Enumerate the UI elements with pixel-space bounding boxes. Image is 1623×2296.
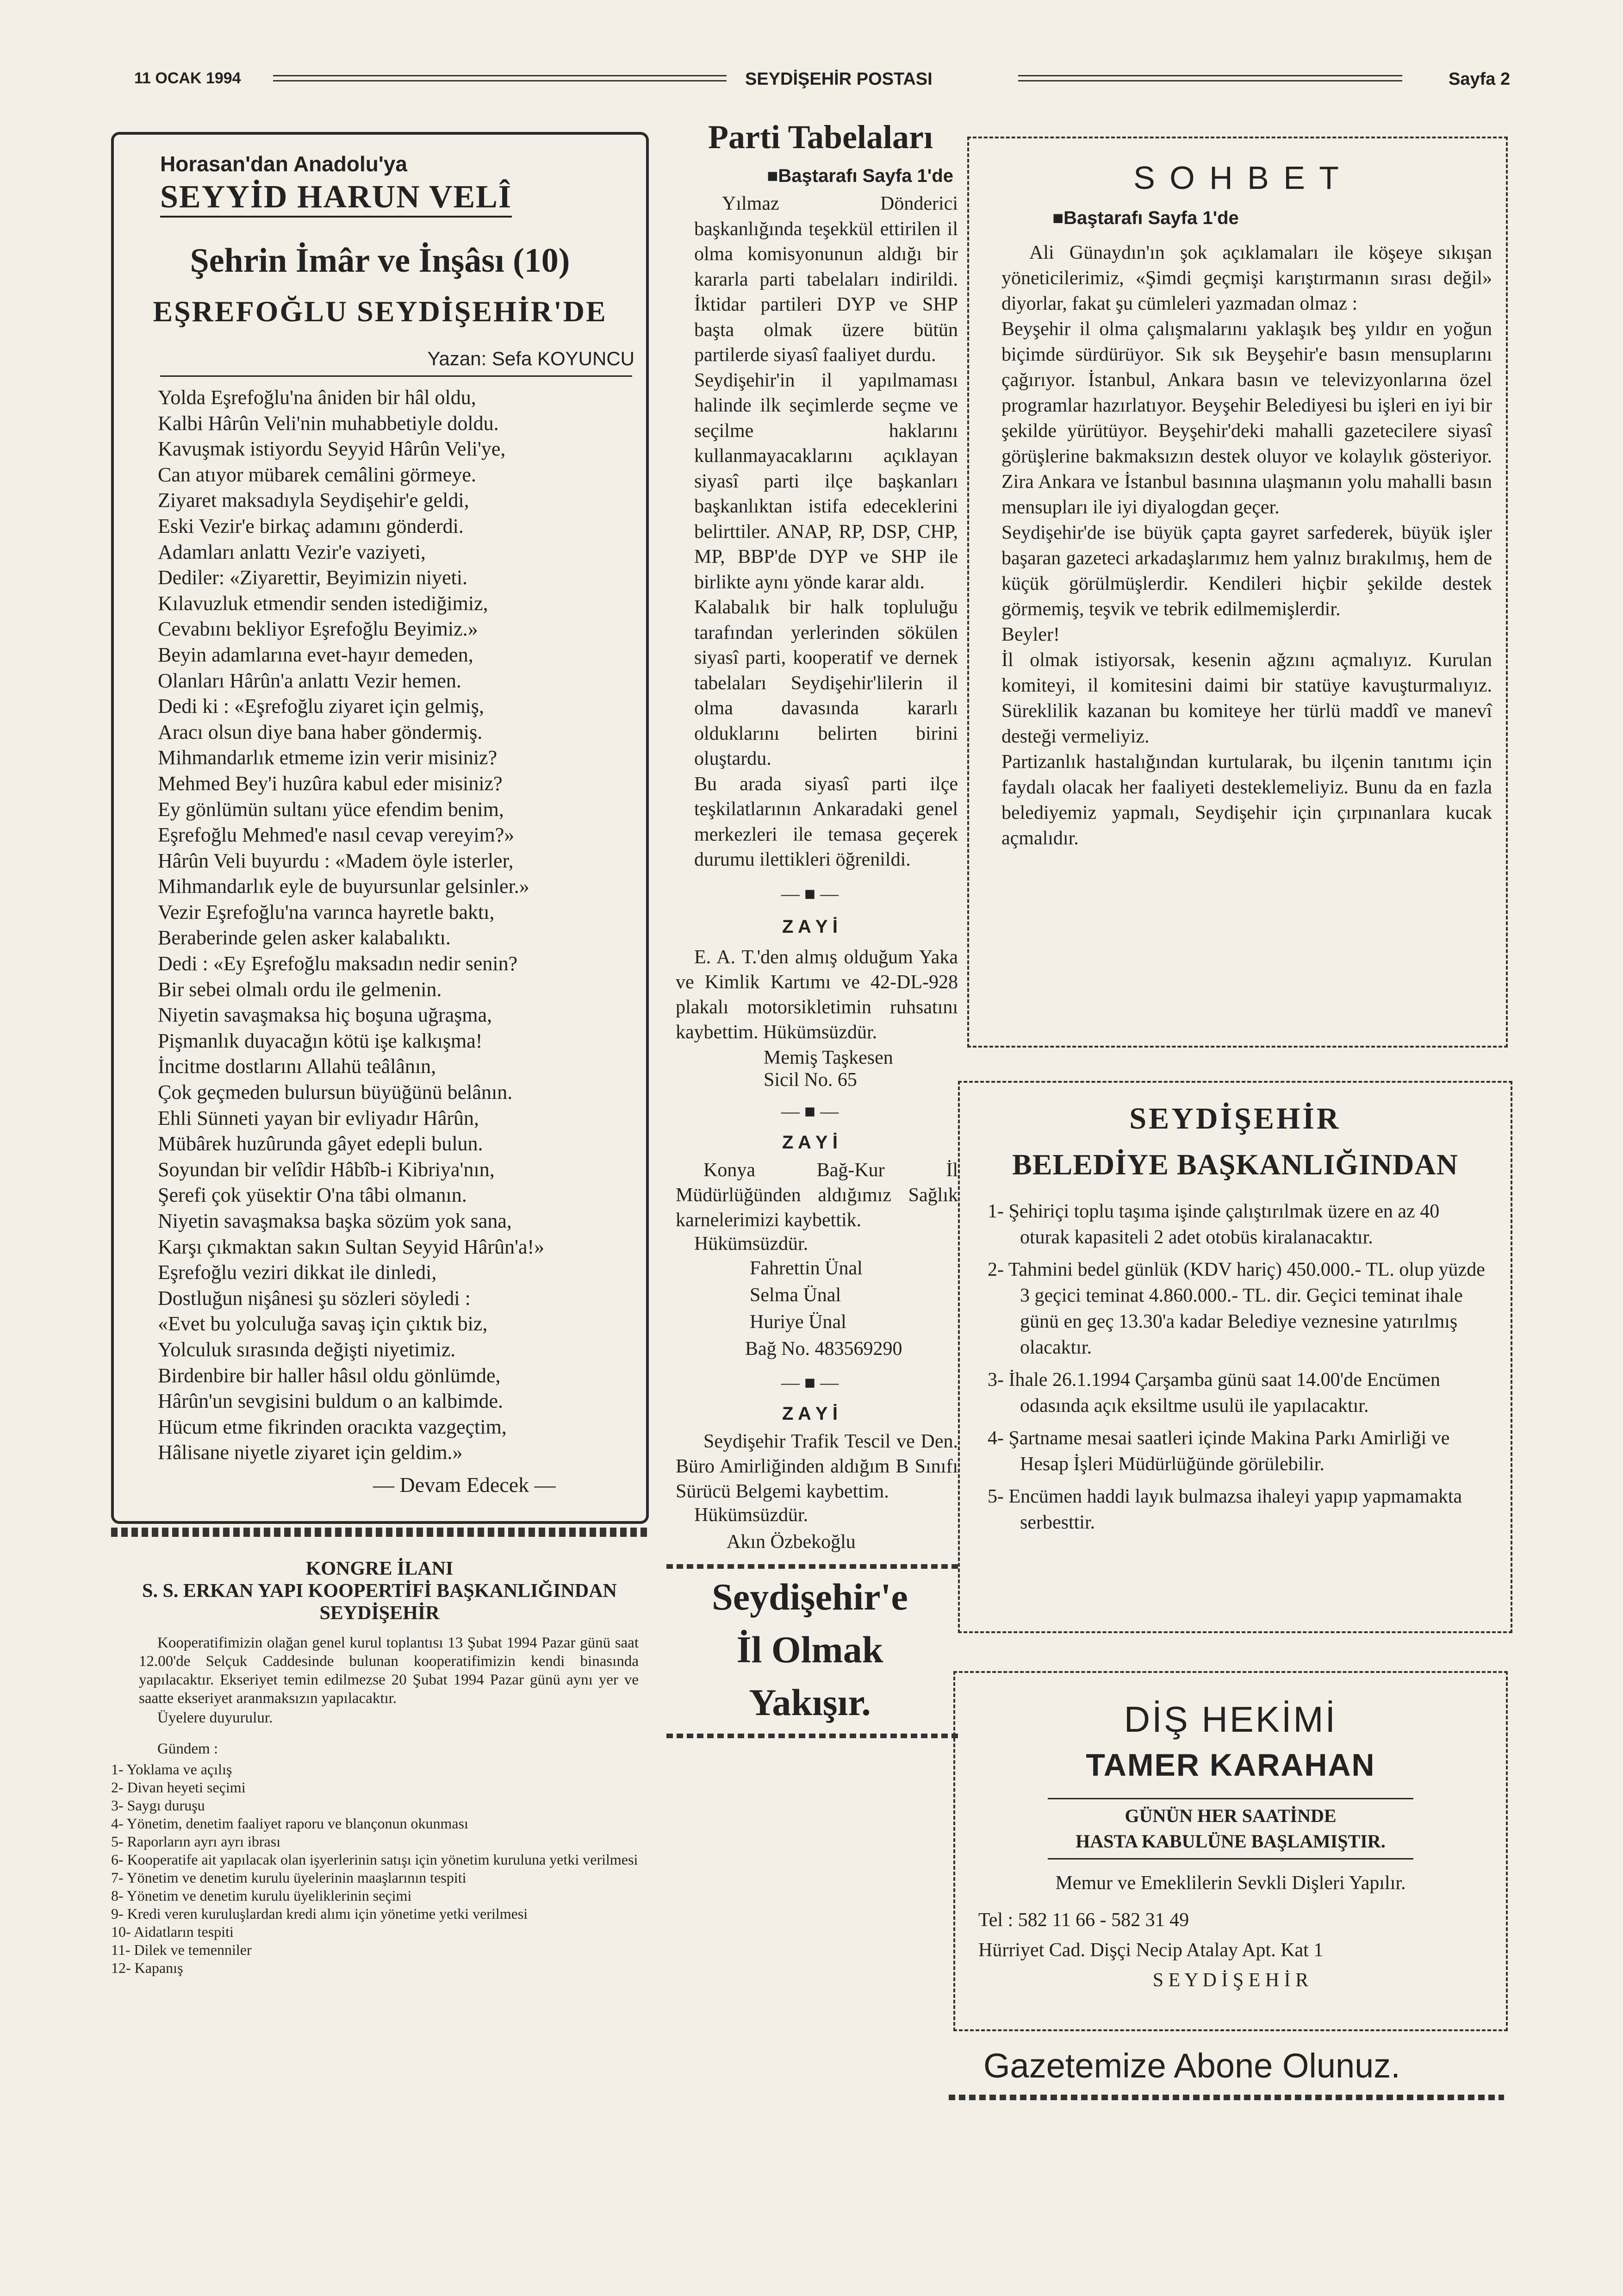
dis-line1: GÜNÜN HER SAATİNDE <box>1125 1805 1337 1826</box>
zayi2-name: Fahrettin Ünal <box>750 1257 863 1279</box>
agenda-item: 11- Dilek ve temenniler <box>111 1941 252 1958</box>
serial-kicker: Horasan'dan Anadolu'ya <box>160 152 407 176</box>
agenda-item: 7- Yönetim ve denetim kurulu üyelerinin maaşlarının tespiti <box>111 1869 466 1886</box>
kongre-top-border <box>111 1528 648 1537</box>
zayi2-name: Selma Ünal <box>750 1284 841 1306</box>
zayi1-sicil: Sicil No. 65 <box>764 1069 857 1091</box>
masthead-paper-name: SEYDİŞEHİR POSTASI <box>745 69 933 89</box>
dis-line3: Memur ve Emeklilerin Sevkli Dişleri Yapılır. <box>1055 1872 1406 1894</box>
belediye-title2: BELEDİYE BAŞKANLIĞINDAN <box>1012 1148 1458 1181</box>
belediye-item: 1- Şehiriçi toplu taşıma işinde çalıştırılmak üzere en az 40 oturak kapasiteli 2 adet otobüs kiralanacaktır. <box>988 1201 1440 1248</box>
serial-subtitle: EŞREFOĞLU SEYDİŞEHİR'DE <box>153 295 607 328</box>
zayi3-signer: Akın Özbekoğlu <box>727 1531 856 1553</box>
kongre-title: KONGRE İLANI <box>305 1558 454 1579</box>
agenda-item: 6- Kooperatife ait yapılacak olan işyerlerinin satışı için yönetim kuruluna yetki verilmesi <box>111 1851 638 1868</box>
masthead-date: 11 OCAK 1994 <box>134 69 241 87</box>
agenda-item: 12- Kapanış <box>111 1959 183 1976</box>
zayi1-title: Z A Y İ <box>782 916 838 937</box>
sohbet-box <box>967 137 1508 1048</box>
zayi1-body: E. A. T.'den almış olduğum Yaka ve Kimlik Kartımı ve 42-DL-928 plakalı motorsikletimin ruhsatını kaybettim. Hükümsüzdür. <box>676 946 958 1043</box>
slogan-line: Seydişehir'e <box>712 1575 908 1618</box>
slogan-top-border <box>666 1564 958 1569</box>
kongre-org: S. S. ERKAN YAPI KOOPERTİFİ BAŞKANLIĞINDAN <box>142 1580 617 1602</box>
agenda-item: 9- Kredi veren kuruluşlardan kredi alımı için yönetime yetki verilmesi <box>111 1905 528 1922</box>
agenda-item: 5- Raporların ayrı ayrı ibrası <box>111 1833 281 1850</box>
zayi1-signer: Memiş Taşkesen <box>764 1047 893 1068</box>
slogan-bottom-border <box>666 1734 958 1738</box>
sohbet-title: S O H B E T <box>1133 160 1342 196</box>
slogan-line: Yakışır. <box>749 1681 871 1723</box>
kongre-place: SEYDİŞEHİR <box>319 1603 440 1624</box>
masthead <box>102 69 1523 97</box>
masthead-page: Sayfa 2 <box>1449 69 1511 89</box>
dis-title: DİŞ HEKİMİ <box>1124 1699 1337 1740</box>
dis-city: S E Y D İ Ş E H İ R <box>1152 1970 1309 1991</box>
parti-title: Parti Tabelaları <box>708 119 933 156</box>
dis-name: TAMER KARAHAN <box>1086 1747 1375 1783</box>
zayi2-title: Z A Y İ <box>782 1132 838 1153</box>
middle-column <box>662 118 958 2122</box>
belediye-items <box>988 1198 1487 1535</box>
dis-address: Hürriyet Cad. Dişçi Necip Atalay Apt. Kat 1 <box>978 1940 1324 1961</box>
agenda-item: 1- Yoklama ve açılış <box>111 1761 232 1778</box>
serial-name: SEYYİD HARUN VELÎ <box>160 179 512 218</box>
agenda-item: 10- Aidatların tespiti <box>111 1923 234 1940</box>
dis-rule-2 <box>1048 1858 1413 1859</box>
belediye-item: 5- Encümen haddi layık bulmazsa ihaleyi yapıp yapmamakta serbesttir. <box>988 1486 1462 1533</box>
dis-tel: Tel : 582 11 66 - 582 31 49 <box>978 1909 1189 1931</box>
agenda-item: 2- Divan heyeti seçimi <box>111 1779 246 1796</box>
slogan-line: İl Olmak <box>736 1628 883 1671</box>
parti-body: Yılmaz Dönderici başkanlığında teşekkül ettirilen il olma komisyonunun aldığı bir kararla parti tabelaları indirildi. İktidar partileri DYP ve SHP başta olmak üzere bütün partilerde siyasî faaliyet durdu. Seydişehir'in il yapılmaması halinde ilk seçimlerde seçme ve seçilme haklarını kullanmayacaklarını açıklayan siyasî parti ilçe başkanları başkanlıktan istifa edeceklerini belirttiler. ANAP, RP, DSP, CHP, MP, BBP'de DYP ve SHP ile birlikte aynı yönde karar aldı. Kalabalık bir halk topluluğu tarafından yerlerinden sökülen siyasî parti, kooperatif ve dernek tabelaları Seydişehir'lilerin il olma davasında kararlı olduklarını belirten birini oluştardu. Bu arada siyasî parti ilçe teşkilatlarının Ankaradaki genel merkezleri ile temasa geçerek durumu ilettikleri öğrenildi. <box>694 193 958 870</box>
belediye-box <box>958 1081 1512 1633</box>
belediye-item: 2- Tahmini bedel günlük (KDV hariç) 450.000.- TL. olup yüzde 3 geçici teminat 4.860.000.- TL. dir. Geçici teminat ihale günü en geç 13.30'a kadar Belediye veznesine yatırılmış olacaktır. <box>988 1259 1485 1358</box>
separator-3: — ■ — <box>781 1372 839 1393</box>
dis-hekimi-box <box>953 1671 1508 2031</box>
agenda-item: 3- Saygı duruşu <box>111 1797 205 1814</box>
dis-line2: HASTA KABULÜNE BAŞLAMIŞTIR. <box>1076 1831 1386 1852</box>
kongre-notice-line: Üyelere duyurulur. <box>157 1710 273 1726</box>
zayi2-bag-no: Bağ No. 483569290 <box>745 1338 902 1360</box>
agenda-item: 8- Yönetim ve denetim kurulu üyeliklerinin seçimi <box>111 1887 412 1904</box>
zayi2-name: Huriye Ünal <box>750 1311 846 1333</box>
masthead-rule-left <box>273 75 727 81</box>
masthead-rule-right <box>1018 75 1402 81</box>
belediye-item: 3- İhale 26.1.1994 Çarşamba günü saat 14.00'de Encümen odasında açık eksiltme usulü ile yapılacaktır. <box>988 1369 1440 1416</box>
parti-from: ■Baştarafı Sayfa 1'de <box>767 166 953 186</box>
zayi3-void: Hükümsüzdür. <box>694 1504 808 1526</box>
serial-byline: Yazan: Sefa KOYUNCU <box>427 348 634 369</box>
serial-byline-rule <box>160 375 632 377</box>
sohbet-body: Ali Günaydın'ın şok açıklamaları ile köşeye sıkışan yöneticilerimiz, «Şimdi geçmişi karıştırmanın sırası değil» diyorlar, fakat şu cümleleri yazmadan olmaz : Beyşehir il olma çalışmalarını yaklaşık beş yıldır en yoğun biçimde sürdürüyor. Sık sık Beyşehir'e basın mensuplarını çağırıyor. İstanbul, Ankara basın ve televizyonlarına özel programlar hazırlatıyor. Beyşehir Belediyesi bu işleri en iyi bir şekilde yürütüyor. Beyşehir'deki mahalli gazetecilere siyasî görüşlerine bakmaksızın destek oluyor ve kolaylık gösteriyor. Zira Ankara ve İstanbul basınına ulaşmanın yolu mahalli basın mensupları ile iyi diyalogdan geçer. Seydişehir'de ise büyük çapta gayret sarfederek, büyük işler başaran gazeteci arkadaşlarımız hem yalnız bırakılmış, hem de küçük görülmüşlerdir. Kendileri hiçbir şekilde destek görmemiş, teşvik ve tebrik edilmemişlerdir. Beyler! İl olmak istiyorsak, kesenin ağzını açmalıyız. Kurulan komiteyi, il komitesini daimi bir statüye kavuşturmalıyız. Süreklilik kazanan bu komiteye her türlü maddî ve manevî desteği vermeliyiz. Partizanlık hastalığından kurtularak, bu ilçenin tanıtımı için faydalı olacak her faaliyeti desteklemeliyiz. Bunu da en fazla belediyemiz yapmalı, Seydişehir için çırpınanlara kucak açmalıdır. <box>1001 242 1492 849</box>
kongre-agenda-label: Gündem : <box>157 1741 218 1757</box>
kongre-agenda-list <box>111 1760 648 1977</box>
zayi2-body: Konya Bağ-Kur İl Müdürlüğünden aldığımız Sağlık karnelerimizi kaybettik. <box>676 1159 958 1231</box>
separator-2: — ■ — <box>781 1100 839 1122</box>
subscribe-bottom-border <box>949 2095 1504 2100</box>
separator-1: — ■ — <box>781 883 839 904</box>
serial-continued: — Devam Edecek — <box>373 1473 556 1497</box>
serial-poem: Yolda Eşrefoğlu'na âniden bir hâl oldu, Kalbi Hârûn Veli'nin muhabbetiyle doldu. Kavuşmak istiyordu Seyyid Hârûn Veli'ye, Can atıyor mübarek cemâlini görmeye. Ziyaret maksadıyla Seydişehir'e geldi, Eski Vezir'e birkaç adamını gönderdi. Adamları anlattı Vezir'e vaziyeti, Dediler: «Ziyarettir, Beyimizin niyeti. Kılavuzluk etmendir senden istediğimiz, Cevabını bekliyor Eşrefoğlu Beyimiz.» Beyin adamlarına evet-hayır demeden, Olanları Hârûn'a anlattı Vezir hemen. Dedi ki : «Eşrefoğlu ziyaret için gelmiş, Aracı olsun diye bana haber göndermiş. Mihmandarlık etmeme izin verir misiniz? Mehmed Bey'i huzûra kabul eder misiniz? Ey gönlümün sultanı yüce efendim benim, Eşrefoğlu Mehmed'e nasıl cevap vereyim?» Hârûn Veli buyurdu : «Madem öyle isterler, Mihmandarlık eyle de buyursunlar gelsinler.» Vezir Eşrefoğlu'na varınca hayretle baktı, Beraberinde gelen asker kalabalıktı. Dedi : «Ey Eşrefoğlu maksadın nedir senin? Bir sebei olmalı ordu ile gelmenin. Niyetin savaşmaksa hiç boşuna uğraşma, Pişmanlık duyacağın kötü işe kalkışma! İncitme dostlarını Allahü teâlânın, Çok geçmeden bulursun büyüğünü belânın. Ehli Sünneti yayan bir evliyadır Hârûn, Mübârek huzûrunda gâyet edepli bulun. Soyundan bir velîdir Hâbîb-i Kibriya'nın, Şerefi çok yüsektir O'na tâbi olmanın. Niyetin savaşmaksa başka sözüm yok sana, Karşı çıkmaktan sakın Sultan Seyyid Hârûn'a!» Eşrefoğlu veziri dikkat ile dinledi, Dostluğun nişânesi şu sözleri söyledi : «Evet bu yolculuğa savaş için çıktık biz, Yolculuk sırasında değişti niyetimiz. Birdenbire bir haller hâsıl oldu gönlümde, Hârûn'un sevgisini buldum o an kalbimde. Hücum etme fikrinden oracıkta vazgeçtim, Hâlisane niyetle ziyaret için geldim.» <box>158 386 545 1464</box>
dis-rule <box>1048 1798 1413 1799</box>
belediye-item: 4- Şartname mesai saatleri içinde Makina Parkı Amirliği ve Hesap İşleri Müdürlüğünde görülebilir. <box>988 1428 1450 1475</box>
kongre-notice <box>111 1528 648 2152</box>
subscribe-slogan: Gazetemize Abone Olunuz. <box>983 2046 1400 2085</box>
serial-box <box>111 132 649 1524</box>
agenda-item: 4- Yönetim, denetim faaliyet raporu ve blançonun okunması <box>111 1815 468 1832</box>
kongre-body: Kooperatifimizin olağan genel kurul toplantısı 13 Şubat 1994 Pazar günü saat 12.00'de Selçuk Caddesinde bulunan kooperatifimizin kendi binasında yapılacaktır. Ekseriyet temin edilmezse 20 Şubat 1994 Pazar günü aynı yer ve saatte ekseriyet aranmaksızın yapılacaktır. <box>139 1635 639 1707</box>
zayi3-title: Z A Y İ <box>782 1403 838 1424</box>
belediye-title1: SEYDİŞEHİR <box>1129 1102 1341 1136</box>
zayi2-void: Hükümsüzdür. <box>694 1233 808 1254</box>
serial-title: Şehrin İmâr ve İnşâsı (10) <box>190 242 570 280</box>
sohbet-from: ■Baştarafı Sayfa 1'de <box>1052 208 1239 228</box>
zayi3-body: Seydişehir Trafik Tescil ve Den. Büro Amirliğinden aldığım B Sınıfı Sürücü Belgemi kaybettim. <box>676 1430 958 1502</box>
